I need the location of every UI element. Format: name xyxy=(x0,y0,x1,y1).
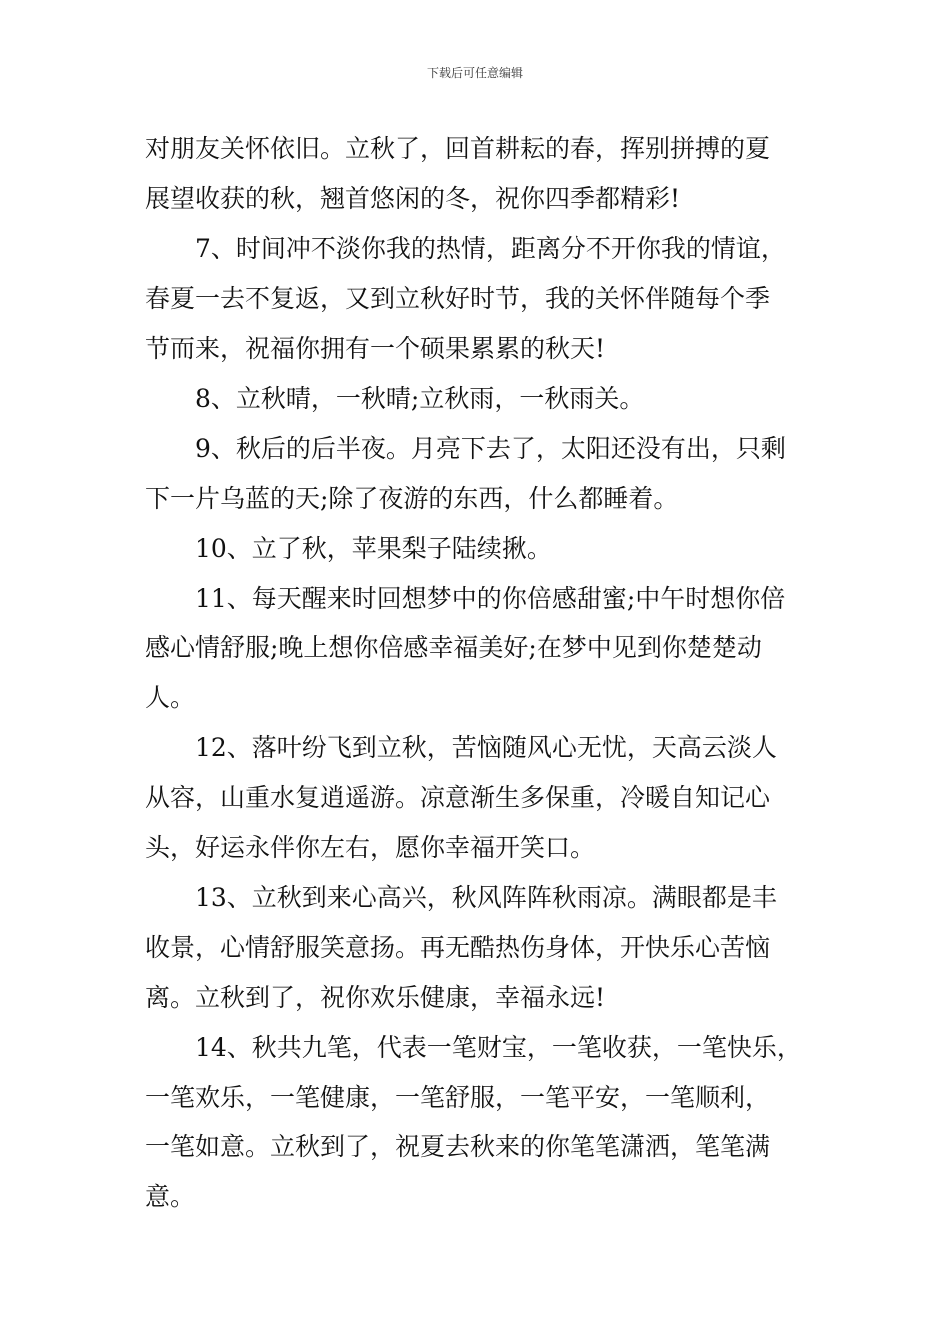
text-line: 下一片乌蓝的天;除了夜游的东西，什么都睡着。 xyxy=(145,484,679,513)
text-line: 从容，山重水复逍遥游。凉意渐生多保重，冷暖自知记心 xyxy=(145,783,771,812)
text-line: 7、时间冲不淡你我的热情，距离分不开你我的情谊， xyxy=(195,234,786,263)
text-line: 一笔欢乐，一笔健康，一笔舒服，一笔平安，一笔顺利， xyxy=(145,1083,771,1112)
text-line: 离。立秋到了，祝你欢乐健康，幸福永远! xyxy=(145,983,606,1012)
text-line: 人。 xyxy=(145,683,196,712)
text-line: 意。 xyxy=(145,1182,196,1211)
text-line: 13、立秋到来心高兴，秋风阵阵秋雨凉。满眼都是丰 xyxy=(195,883,777,912)
text-line: 一笔如意。立秋到了，祝夏去秋来的你笔笔潇洒，笔笔满 xyxy=(145,1132,771,1161)
text-line: 对朋友关怀依旧。立秋了，回首耕耘的春，挥别拼搏的夏 xyxy=(145,134,771,163)
text-line: 9、秋后的后半夜。月亮下去了，太阳还没有出，只剩 xyxy=(195,434,786,463)
text-line: 收景，心情舒服笑意扬。再无酷热伤身体，开快乐心苦恼 xyxy=(145,933,771,962)
text-line: 8、立秋晴，一秋晴;立秋雨，一秋雨关。 xyxy=(195,384,645,413)
text-line: 感心情舒服;晚上想你倍感幸福美好;在梦中见到你楚楚动 xyxy=(145,633,762,662)
text-line: 春夏一去不复返，又到立秋好时节，我的关怀伴随每个季 xyxy=(145,284,771,313)
text-line: 10、立了秋，苹果梨子陆续揪。 xyxy=(195,534,552,563)
text-line: 展望收获的秋，翘首悠闲的冬，祝你四季都精彩! xyxy=(145,184,681,213)
text-line: 14、秋共九笔，代表一笔财宝，一笔收获，一笔快乐， xyxy=(195,1033,802,1062)
page-header: 下载后可任意编辑 xyxy=(426,66,523,80)
text-line: 12、落叶纷飞到立秋，苦恼随风心无忧，天高云淡人 xyxy=(195,733,777,762)
text-line: 11、每天醒来时回想梦中的你倍感甜蜜;中午时想你倍 xyxy=(195,584,786,613)
text-line: 头，好运永伴你左右，愿你幸福开笑口。 xyxy=(145,833,596,862)
text-line: 节而来，祝福你拥有一个硕果累累的秋天! xyxy=(145,334,606,363)
